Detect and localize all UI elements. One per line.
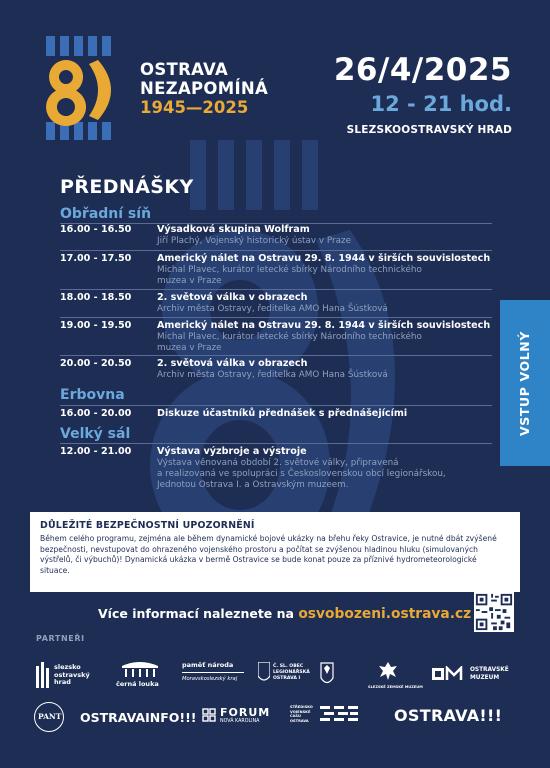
partner-text: NOVÁ KAROLINA (220, 719, 260, 724)
partner-text: MUZEUM (470, 674, 500, 681)
row-time: 12.00 - 21.00 (60, 446, 132, 457)
event-hours: 12 - 21 hod. (370, 92, 512, 116)
partner-logo-ostrava[interactable]: OSTRAVA!!! (394, 706, 503, 725)
qr-code-icon[interactable] (474, 592, 514, 632)
row-title: 2. světová válka v obrazech (157, 292, 308, 303)
row-subtitle: muzea v Praze (157, 343, 222, 353)
stripes-icon (320, 706, 360, 724)
row-subtitle: Výstava věnovaná období 2. světové války, připravená (157, 458, 399, 468)
partner-text: ostravský (54, 670, 90, 679)
free-entry-badge (500, 300, 550, 466)
row-subtitle: Archiv města Ostravy, ředitelka AMO Hana Šústková (157, 304, 388, 314)
coat-of-arms-icon[interactable] (320, 662, 334, 688)
partner-text: SLEZSKÉ ZEMSKÉ MUZEUM (368, 685, 423, 689)
row-title: Americký nálet na Ostravu 29. 8. 1944 v širších souvislostech (157, 320, 491, 331)
partner-text: slezsko (54, 663, 81, 671)
notice-title: DŮLEŽITÉ BEZPEČNOSTNÍ UPOZORNĚNÍ (40, 520, 255, 531)
section-title-lectures: PŘEDNÁŠKY (60, 176, 194, 198)
partner-text: FORUM (220, 706, 271, 719)
row-subtitle: muzea v Praze (157, 276, 222, 286)
forum-grid-icon (202, 708, 216, 722)
row-title: Diskuze účastníků přednášek s přednášejícími (157, 408, 408, 419)
partner-text: černá louka (116, 680, 159, 688)
free-entry-label: VSTUP VOLNÝ (517, 330, 533, 436)
row-title: Výsadková skupina Wolfram (157, 224, 310, 235)
website-link[interactable]: osvobozeni.ostrava.cz (298, 606, 472, 622)
partner-text: VOJENSKÉ (290, 709, 311, 714)
row-subtitle: Jednotou Ostrava I. a Ostravským muzeem. (157, 480, 349, 490)
row-subtitle: Archiv města Ostravy, ředitelka AMO Hana Šústková (157, 370, 388, 380)
partner-text: Moravskoslezský kraj (182, 676, 238, 682)
shield-icon (258, 662, 270, 684)
row-subtitle: Jiří Plachý, Vojenský historický ústav v Praze (157, 236, 352, 246)
room-heading-velky-sal: Velký sál (60, 426, 131, 442)
partner-text: PANT (38, 712, 62, 721)
divider (60, 289, 492, 290)
logo-line-nezapomina: NEZAPOMÍNÁ (140, 79, 269, 98)
row-subtitle: a realizovaná ve spolupráci s Československou obcí legionářskou, (157, 469, 446, 479)
partner-text: OSTRAVA (290, 718, 309, 723)
divider (60, 443, 492, 444)
safety-notice (30, 512, 520, 592)
row-time: 16.00 - 16.50 (60, 224, 132, 235)
partner-text: paměť národa (182, 661, 234, 669)
pavilion-icon (120, 660, 160, 678)
more-info-prefix: Více informací naleznete na (98, 606, 299, 621)
partner-text: STŘEDISKO (290, 705, 313, 709)
divider (60, 317, 492, 318)
eagle-icon (377, 660, 399, 682)
row-title: Americký nálet na Ostravu 29. 8. 1944 v širších souvislostech (157, 253, 491, 264)
partner-logo-ostravainfo[interactable]: OSTRAVAINFO!!! (80, 710, 197, 725)
room-heading-obradni-sin: Obřadní síň (60, 206, 152, 222)
partners-label: PARTNEŘI (36, 634, 85, 643)
row-subtitle: Michal Plavec, kurátor letecké sbírky Národního technického (157, 332, 422, 342)
divider (60, 250, 492, 251)
museum-mark-icon (432, 666, 464, 682)
partner-text: ČASU (290, 714, 301, 719)
logo-wordmark (140, 60, 268, 118)
event-venue: SLEZSKOOSTRAVSKÝ HRAD (346, 124, 512, 136)
room-heading-erbovna: Erbovna (60, 387, 125, 403)
row-time: 17.00 - 17.50 (60, 253, 132, 264)
row-time: 19.00 - 19.50 (60, 320, 132, 331)
notice-body: Během celého programu, zejména ale během dynamické bojové ukázky na břehu řeky Ostravice, je nutné dbát zvýšené bezpečnosti, nevstupovat do ohrazeného vojenského prostoru a počítat se zvýšenou hladinou hluku (simulovaných výstřelů, či výbuchů)! Dynamická ukázka v bermě Ostravice se bude konat pouze za příznivé hydrometeorologické situace. (40, 534, 497, 575)
event-date: 26/4/2025 (333, 52, 512, 88)
logo-years: 1945—2025 (140, 98, 249, 117)
more-info-line (98, 606, 471, 622)
ostrava-80-logo (36, 36, 128, 140)
row-subtitle: Michal Plavec, kurátor letecké sbírky Národního technického (157, 265, 422, 275)
divider (60, 405, 492, 406)
row-time: 16.00 - 20.00 (60, 408, 132, 419)
divider (60, 355, 492, 356)
partner-text: Č. SL. OBEC (273, 664, 304, 669)
partner-logo-pant[interactable] (34, 702, 64, 732)
partner-text: LEGIONÁŘSKÁ (273, 670, 310, 675)
row-time: 18.00 - 18.50 (60, 292, 132, 303)
partner-text: hrad (54, 678, 71, 686)
row-title: 2. světová válka v obrazech (157, 358, 308, 369)
partner-text: OSTRAVA I (273, 676, 301, 681)
logo-line-ostrava: OSTRAVA (140, 60, 229, 79)
divider (182, 672, 244, 673)
row-time: 20.00 - 20.50 (60, 358, 132, 369)
row-title: Výstava výzbroje a výstroje (157, 446, 307, 457)
castle-icon (36, 662, 50, 688)
partner-text: OSTRAVSKÉ (470, 667, 509, 673)
